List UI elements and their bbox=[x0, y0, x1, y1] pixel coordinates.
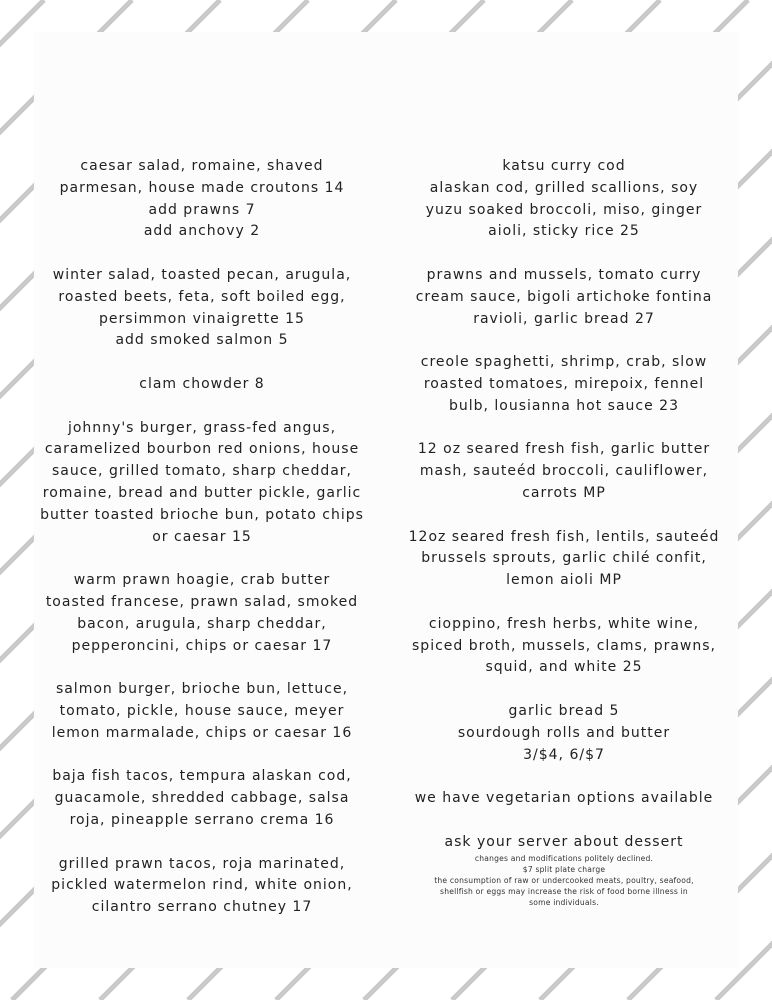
menu-item: creole spaghetti, shrimp, crab, slow roasted tomatoes, mirepoix, fennel bulb, lousianna hot sauce 23 bbox=[420, 354, 708, 414]
dessert-note: ask your server about dessert bbox=[444, 833, 684, 850]
fine-print: changes and modifications politely declined. $7 split plate charge the consumption of raw or undercooked meats, poultry, seafood, shellfish or eggs may increase the risk of food borne illness in some individuals. bbox=[434, 853, 694, 907]
menu-item: caesar salad, romaine, shaved parmesan, house made croutons 14 add prawns 7 add anchovy 2 bbox=[59, 158, 345, 240]
menu-column-left bbox=[22, 156, 382, 941]
vegetarian-note: we have vegetarian options available bbox=[414, 790, 714, 807]
menu-item: warm prawn hoagie, crab butter toasted francese, prawn salad, smoked bacon, arugula, sharp cheddar, pepperoncini, chips or caesar 17 bbox=[45, 572, 359, 654]
menu-column-right bbox=[384, 156, 744, 908]
menu-item: garlic bread 5 sourdough rolls and butter 3/$4, 6/$7 bbox=[457, 702, 671, 763]
menu-item: winter salad, toasted pecan, arugula, roasted beets, feta, soft boiled egg, persimmon vinaigrette 15 add smoked salmon 5 bbox=[52, 266, 352, 349]
menu-item: katsu curry cod alaskan cod, grilled scallions, soy yuzu soaked broccoli, miso, ginger aioli, sticky rice 25 bbox=[425, 158, 703, 240]
menu-item: clam chowder 8 bbox=[139, 375, 265, 392]
menu-item: cioppino, fresh herbs, white wine, spiced broth, mussels, clams, prawns, squid, and white 25 bbox=[412, 615, 716, 676]
menu-item: 12 oz seared fresh fish, garlic butter mash, sauteéd broccoli, cauliflower, carrots MP bbox=[417, 441, 711, 501]
menu-item: johnny's burger, grass-fed angus, caramelized bourbon red onions, house sauce, grilled tomato, sharp cheddar, romaine, bread and butter pickle, garlic butter toasted brioche bun, potato chips or caesar 15 bbox=[40, 419, 364, 545]
menu-item: salmon burger, brioche bun, lettuce, tomato, pickle, house sauce, meyer lemon marmalade, chips or caesar 16 bbox=[51, 681, 353, 741]
menu-item: baja fish tacos, tempura alaskan cod, guacamole, shredded cabbage, salsa roja, pineapple serrano crema 16 bbox=[52, 768, 352, 828]
menu-item: 12oz seared fresh fish, lentils, sauteéd brussels sprouts, garlic chilé confit, lemon aioli MP bbox=[408, 528, 720, 589]
menu-item: prawns and mussels, tomato curry cream sauce, bigoli artichoke fontina ravioli, garlic bread 27 bbox=[415, 266, 713, 327]
menu-item: grilled prawn tacos, roja marinated, pickled watermelon rind, white onion, cilantro serrano chutney 17 bbox=[51, 855, 353, 916]
